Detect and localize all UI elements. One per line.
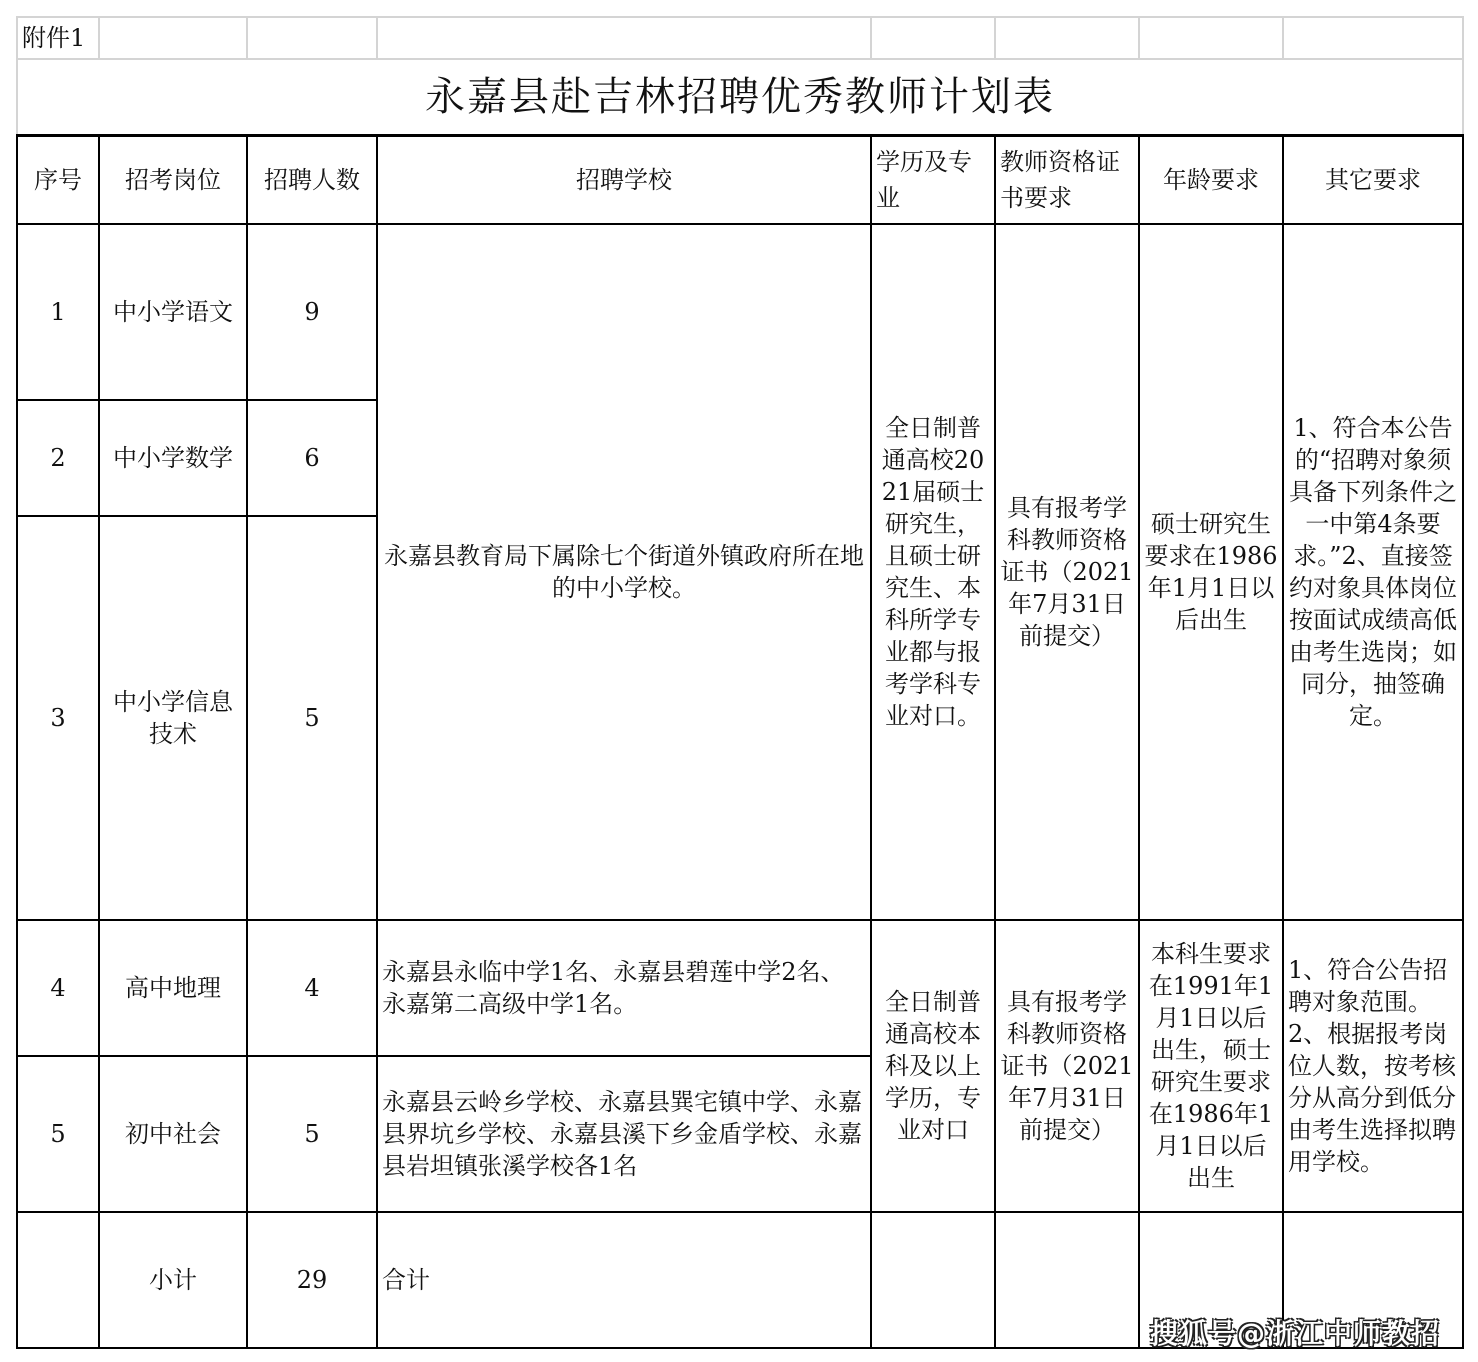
subtotal-count: 29 [247, 1212, 377, 1348]
row-position: 中小学信息技术 [99, 516, 247, 920]
page-title: 永嘉县赴吉林招聘优秀教师计划表 [17, 59, 1463, 136]
header-count: 招聘人数 [247, 136, 377, 225]
row-position: 高中地理 [99, 920, 247, 1056]
attachment-row [17, 17, 1463, 59]
row-position: 中小学数学 [99, 400, 247, 516]
attachment-label: 附件1 [17, 17, 99, 59]
group1-age: 硕士研究生要求在1986年1月1日以后出生 [1139, 224, 1283, 920]
title-row [17, 59, 1463, 136]
header-age: 年龄要求 [1139, 136, 1283, 225]
row-count: 6 [247, 400, 377, 516]
row-count: 5 [247, 516, 377, 920]
row-index: 4 [17, 920, 99, 1056]
group1-other: 1、符合本公告的“招聘对象须具备下列条件之一中第4条要求。”2、直接签约对象具体岗位按面试成绩高低由考生选岗；如同分，抽签确定。 [1283, 224, 1463, 920]
group2-other: 1、符合公告招聘对象范围。2、根据报考岗位人数，按考核分从高分到低分由考生选择拟聘用学校。 [1283, 920, 1463, 1212]
header-other: 其它要求 [1283, 136, 1463, 225]
row5-schools: 永嘉县云岭乡学校、永嘉县巽宅镇中学、永嘉县界坑乡学校、永嘉县溪下乡金盾学校、永嘉县岩坦镇张溪学校各1名 [377, 1056, 871, 1212]
table-row [17, 920, 1463, 1056]
table-row [17, 224, 1463, 400]
row-position: 初中社会 [99, 1056, 247, 1212]
header-row [17, 136, 1463, 225]
recruitment-plan-table [16, 16, 1464, 1349]
row-position: 中小学语文 [99, 224, 247, 400]
row4-schools: 永嘉县永临中学1名、永嘉县碧莲中学2名、永嘉第二高级中学1名。 [377, 920, 871, 1056]
total-label: 合计 [377, 1212, 871, 1348]
row-index: 1 [17, 224, 99, 400]
row-count: 9 [247, 224, 377, 400]
recruitment-plan-sheet [16, 16, 1462, 1349]
header-certificate: 教师资格证书要求 [995, 136, 1139, 225]
group1-education: 全日制普通高校2021届硕士研究生，且硕士研究生、本科所学专业都与报考学科专业对口。 [871, 224, 995, 920]
row-index: 5 [17, 1056, 99, 1212]
row-index: 3 [17, 516, 99, 920]
group2-age: 本科生要求在1991年1月1日以后出生，硕士研究生要求在1986年1月1日以后出生 [1139, 920, 1283, 1212]
group1-certificate: 具有报考学科教师资格证书（2021年7月31日前提交） [995, 224, 1139, 920]
group2-certificate: 具有报考学科教师资格证书（2021年7月31日前提交） [995, 920, 1139, 1212]
watermark: 搜狐号@浙江中师教招 [1150, 1317, 1441, 1350]
header-index: 序号 [17, 136, 99, 225]
header-education: 学历及专业 [871, 136, 995, 225]
row-count: 4 [247, 920, 377, 1056]
header-schools: 招聘学校 [377, 136, 871, 225]
group1-schools: 永嘉县教育局下属除七个街道外镇政府所在地的中小学校。 [377, 224, 871, 920]
header-position: 招考岗位 [99, 136, 247, 225]
row-index: 2 [17, 400, 99, 516]
row-count: 5 [247, 1056, 377, 1212]
group2-education: 全日制普通高校本科及以上学历，专业对口 [871, 920, 995, 1212]
subtotal-label: 小计 [99, 1212, 247, 1348]
